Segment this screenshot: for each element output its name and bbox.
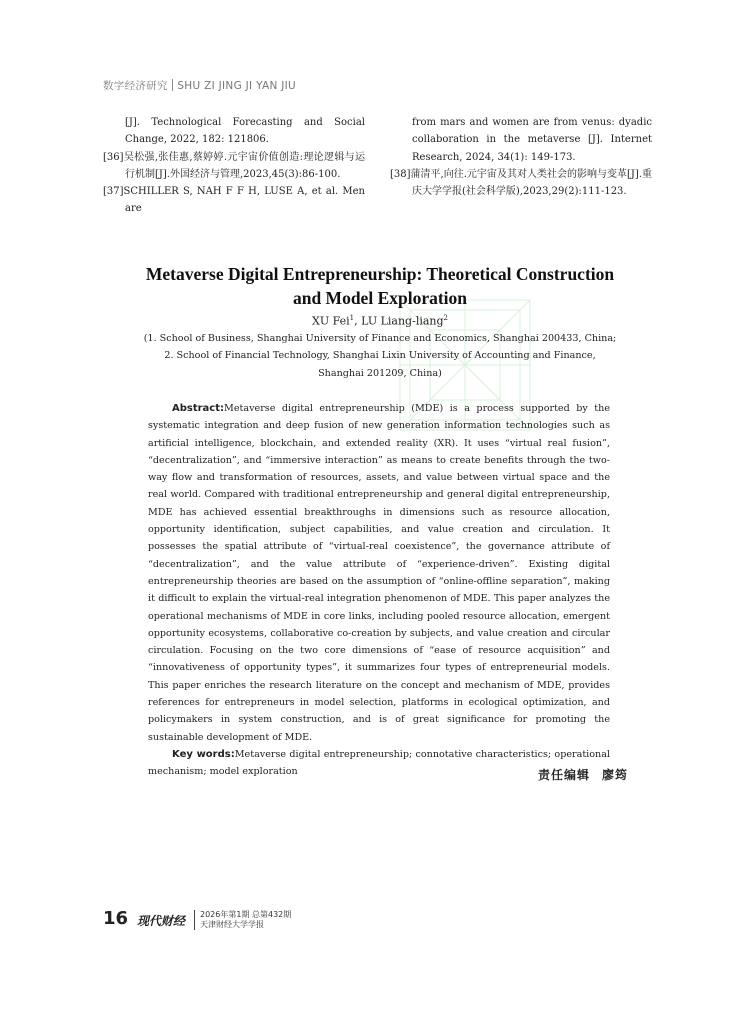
journal-name: 天津财经大学学报	[200, 920, 264, 929]
reference-item	[390, 114, 652, 166]
reference-text: from mars and women are from venus: dyadic collaboration in the metaverse [J]. Internet Research, 2024, 34(1): 149-173.	[412, 117, 652, 163]
references-right-column	[390, 114, 652, 200]
issue-info	[200, 910, 291, 930]
responsible-editor	[538, 766, 628, 783]
reference-item	[103, 114, 365, 149]
article-title-block	[100, 262, 660, 382]
author-1: XU Fei	[311, 314, 350, 328]
author-1-affil: 1	[349, 314, 355, 322]
editor-name: 廖筠	[601, 768, 628, 782]
journal-logo-text: 现代财经	[137, 914, 186, 928]
abstract-section	[148, 400, 610, 781]
affiliations	[100, 330, 660, 383]
running-head-cn: 数字经济研究	[103, 80, 168, 92]
keywords-text: Metaverse digital entrepreneurship; connotative characteristics; operational mechanism; model exploration	[148, 748, 610, 778]
footer-divider	[194, 910, 195, 930]
reference-text: [37]SCHILLER S, NAH F F H, LUSE A, et al. Men are	[103, 186, 365, 215]
running-head	[103, 78, 296, 93]
author-2: LU Liang-liang	[361, 314, 444, 328]
keywords-label: Key words:	[172, 748, 235, 760]
abstract-label: Abstract:	[172, 403, 225, 414]
reference-item	[103, 183, 365, 218]
title-line-1: Metaverse Digital Entrepreneurship: Theoretical Construction	[145, 264, 615, 284]
author-2-affil: 2	[443, 314, 449, 322]
running-head-en: SHU ZI JING JI YAN JIU	[177, 80, 297, 92]
references-left-column	[103, 114, 365, 218]
authors: XU Fei$^1$, LU Liang-liang$^2$	[311, 314, 449, 328]
affiliation-line: Shanghai 201209, China)	[318, 367, 442, 379]
article-title	[100, 262, 660, 310]
running-head-divider	[172, 79, 174, 91]
affiliation-line: 2. School of Financial Technology, Shanghai Lixin University of Accounting and Finance,	[164, 350, 596, 362]
journal-logo	[136, 908, 186, 930]
issue-line: 2026年第1期 总第432期	[200, 910, 292, 919]
reference-item	[103, 149, 365, 184]
title-line-2: and Model Exploration	[292, 288, 468, 308]
editor-label: 责任编辑	[537, 768, 590, 782]
abstract-paragraph	[148, 400, 610, 746]
reference-item	[390, 166, 652, 201]
reference-text: [38]蒲清平,向往.元宇宙及其对人类社会的影响与变革[J].重庆大学学报(社会科学版),2023,29(2):111-123.	[390, 168, 652, 198]
reference-text: [36]吴松强,张佳惠,蔡婷婷.元宇宙价值创造:理论逻辑与运行机制[J].外国经济与管理,2023,45(3):86-100.	[103, 151, 365, 180]
reference-text: [J]. Technological Forecasting and Social Change, 2022, 182: 121806.	[125, 117, 365, 146]
affiliation-line: (1. School of Business, Shanghai University of Finance and Economics, Shanghai 200433, China;	[143, 332, 617, 344]
abstract-text: Metaverse digital entrepreneurship (MDE) is a process supported by the systematic integration and deep fusion of new generation information technologies such as artificial intelligence, blockchain, and extended reality (XR). It uses “virtual real fusion”, “decentralization”, and “immersive interaction” as means to create benefits through the two-way flow and transformation of resources, assets, and value between virtual space and the real world. Compared with traditional entrepreneurship and general digital entrepreneurship, MDE has achieved essential breakthroughs in dimensions such as resource allocation, opportunity identification, subject capabilities, and value creation and circulation. It possesses the spatial attribute of “virtual-real coexistence”, the governance attribute of “decentralization”, and the value attribute of “experience-driven”. Existing digital entrepreneurship theories are based on the assumption of “online-offline separation”, making it difficult to explain the virtual-real integration phenomenon of MDE. This paper analyzes the operational mechanisms of MDE in core links, including pooled resource allocation, emergent opportunity ecosystems, collaborative co-creation by subjects, and value creation and circular circulation. Focusing on the two core dimensions of “ease of resource acquisition” and “innovativeness of opportunity types”, it summarizes four types of entrepreneurial models. This paper enriches the research literature on the concept and mechanism of MDE, provides references for entrepreneurs in model selection, platforms in ecological optimization, and policymakers in system construction, and is of great significance for promoting the sustainable development of MDE.	[148, 403, 610, 743]
page-number: 16	[103, 908, 129, 929]
